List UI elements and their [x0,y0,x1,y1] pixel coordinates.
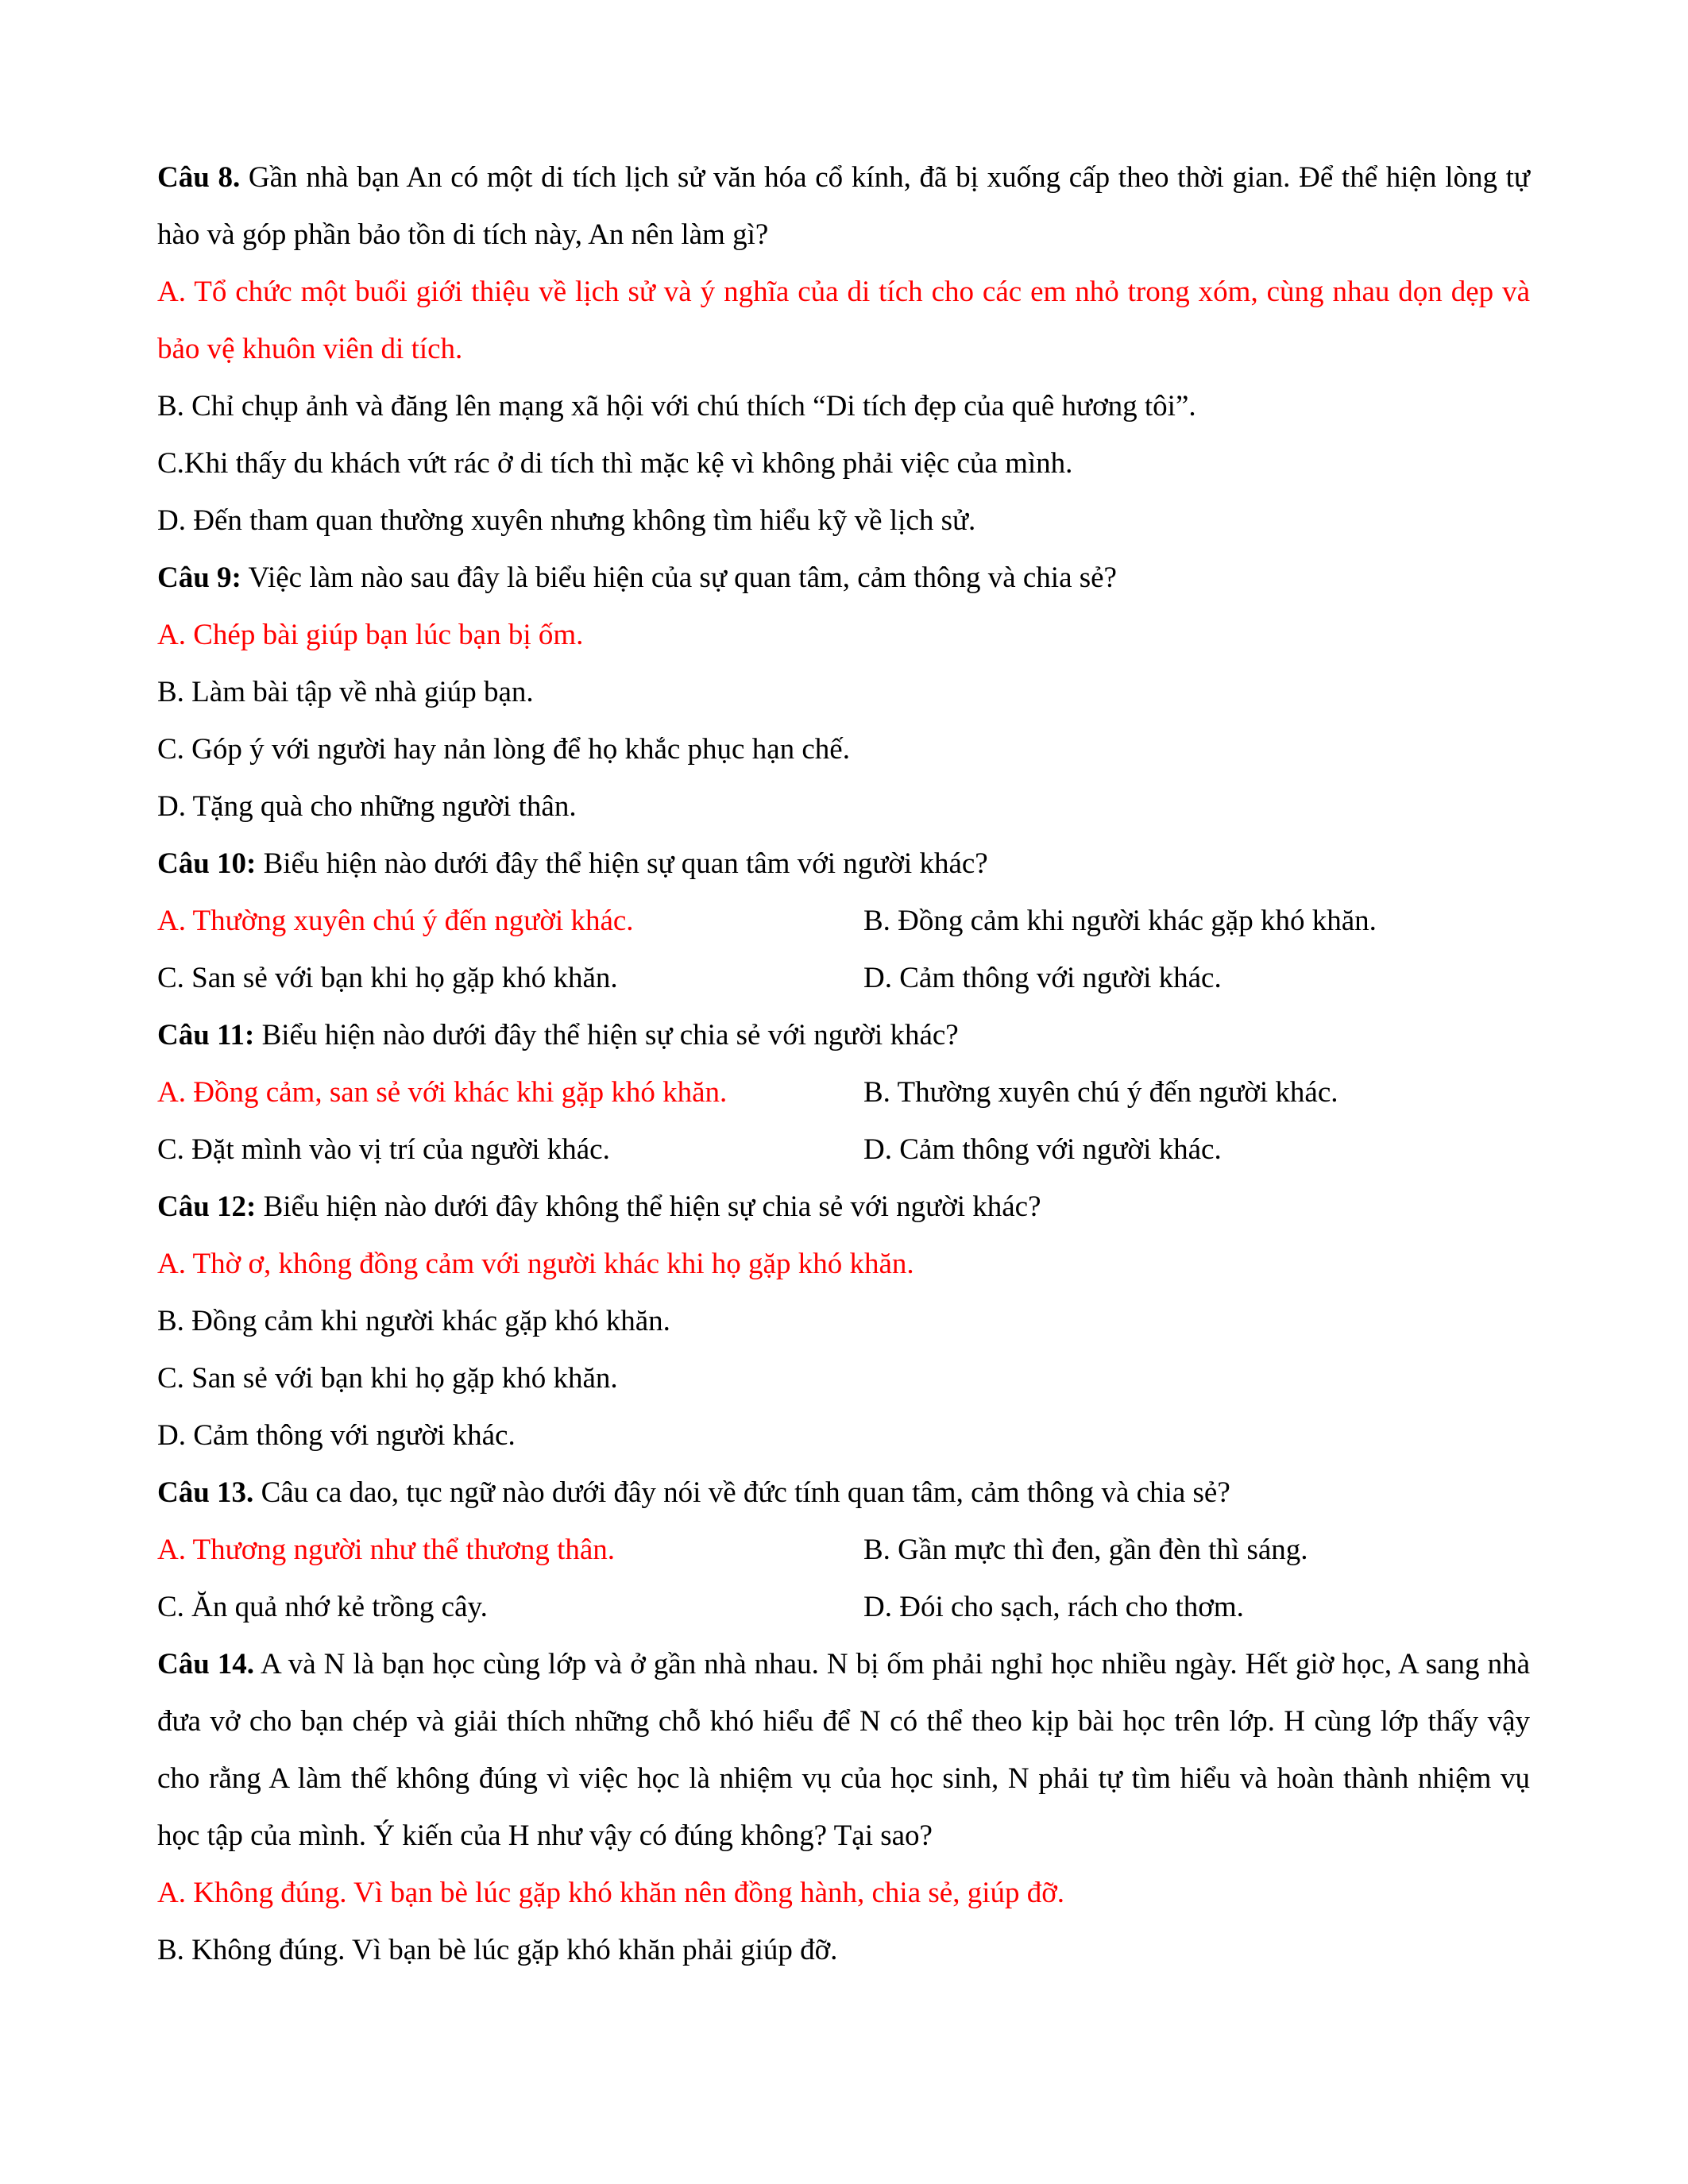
option-d: D. Tặng quà cho những người thân. [157,790,577,823]
question-label: Câu 10: [157,847,257,880]
question-text: Biểu hiện nào dưới đây thể hiện sự quan tâm với người khác? [256,847,988,880]
option-d: D. Đến tham quan thường xuyên nhưng không tìm hiểu kỹ về lịch sử. [157,504,976,537]
option-c: C. Ăn quả nhớ kẻ trồng cây. [157,1591,488,1623]
question-label: Câu 14. [157,1648,255,1680]
question-label: Câu 13. [157,1476,254,1509]
question-13 [157,1464,1530,1522]
question-text: A và N là bạn học cùng lớp và ở gần nhà nhau. N bị ốm phải nghỉ học nhiều ngày. Hết giờ học, A sang nhà đưa vở cho bạn chép và giải thích những chỗ khó hiểu để N có thể theo kịp bài học trên lớp. H cùng lớp thấy vậy cho rằng A làm thế không đúng vì việc học là nhiệm vụ của học sinh, N phải tự tìm hiểu và hoàn thành nhiệm vụ học tập của mình. Ý kiến của H như vậy có đúng không? Tại sao? [157,1648,1530,1852]
option-c: C. Đặt mình vào vị trí của người khác. [157,1133,610,1166]
option-b: B. Đồng cảm khi người khác gặp khó khăn. [863,905,1377,937]
option-b: B. Không đúng. Vì bạn bè lúc gặp khó khăn phải giúp đỡ. [157,1934,838,1966]
question-label: Câu 9: [157,561,241,594]
option-b: B. Đồng cảm khi người khác gặp khó khăn. [157,1305,670,1337]
option-b: B. Thường xuyên chú ý đến người khác. [863,1076,1338,1109]
option-row [157,1579,1530,1636]
option-c: C. San sẻ với bạn khi họ gặp khó khăn. [157,1362,618,1395]
question-11 [157,1007,1530,1064]
question-12 [157,1179,1530,1236]
question-text: Biểu hiện nào dưới đây không thể hiện sự chia sẻ với người khác? [256,1190,1041,1223]
question-text: Biểu hiện nào dưới đây thể hiện sự chia sẻ với người khác? [254,1019,959,1051]
option-row [157,1522,1530,1579]
question-8 [157,149,1530,264]
option-a: A. Thường xuyên chú ý đến người khác. [157,905,634,937]
option-a: A. Chép bài giúp bạn lúc bạn bị ốm. [157,619,584,651]
question-label: Câu 12: [157,1190,257,1223]
option-b: B. Làm bài tập về nhà giúp bạn. [157,676,534,708]
option-row [157,1121,1530,1179]
question-text: Gần nhà bạn An có một di tích lịch sử văn hóa cổ kính, đã bị xuống cấp theo thời gian. Để thể hiện lòng tự hào và góp phần bảo tồn di tích này, An nên làm gì? [157,161,1530,251]
document-page [157,149,1530,1979]
option-d: D. Đói cho sạch, rách cho thơm. [863,1591,1244,1623]
option-b: B. Chỉ chụp ảnh và đăng lên mạng xã hội với chú thích “Di tích đẹp của quê hương tôi”. [157,390,1196,423]
option-row [157,1064,1530,1121]
question-text: Câu ca dao, tục ngữ nào dưới đây nói về đức tính quan tâm, cảm thông và chia sẻ? [253,1476,1230,1509]
option-b: B. Gần mực thì đen, gần đèn thì sáng. [863,1534,1308,1566]
question-label: Câu 8. [157,161,241,194]
option-row [157,893,1530,950]
option-a: A. Thờ ơ, không đồng cảm với người khác khi họ gặp khó khăn. [157,1248,914,1280]
option-d: D. Cảm thông với người khác. [863,1133,1222,1166]
option-d: D. Cảm thông với người khác. [157,1419,516,1452]
option-a: A. Không đúng. Vì bạn bè lúc gặp khó khăn nên đồng hành, chia sẻ, giúp đỡ. [157,1877,1065,1909]
option-c: C.Khi thấy du khách vứt rác ở di tích thì mặc kệ vì không phải việc của mình. [157,447,1073,480]
question-10 [157,835,1530,893]
option-c: C. San sẻ với bạn khi họ gặp khó khăn. [157,962,618,994]
question-text: Việc làm nào sau đây là biểu hiện của sự quan tâm, cảm thông và chia sẻ? [241,561,1117,594]
option-row [157,950,1530,1007]
option-a: A. Đồng cảm, san sẻ với khác khi gặp khó khăn. [157,1076,728,1109]
question-label: Câu 11: [157,1019,255,1051]
option-d: D. Cảm thông với người khác. [863,962,1222,994]
option-a: A. Thương người như thể thương thân. [157,1534,616,1566]
question-9 [157,550,1530,607]
option-a: A. Tổ chức một buổi giới thiệu về lịch sử và ý nghĩa của di tích cho các em nhỏ trong xóm, cùng nhau dọn dẹp và bảo vệ khuôn viên di tích. [157,276,1530,365]
question-14 [157,1636,1530,1865]
option-c: C. Góp ý với người hay nản lòng để họ khắc phục hạn chế. [157,733,850,766]
